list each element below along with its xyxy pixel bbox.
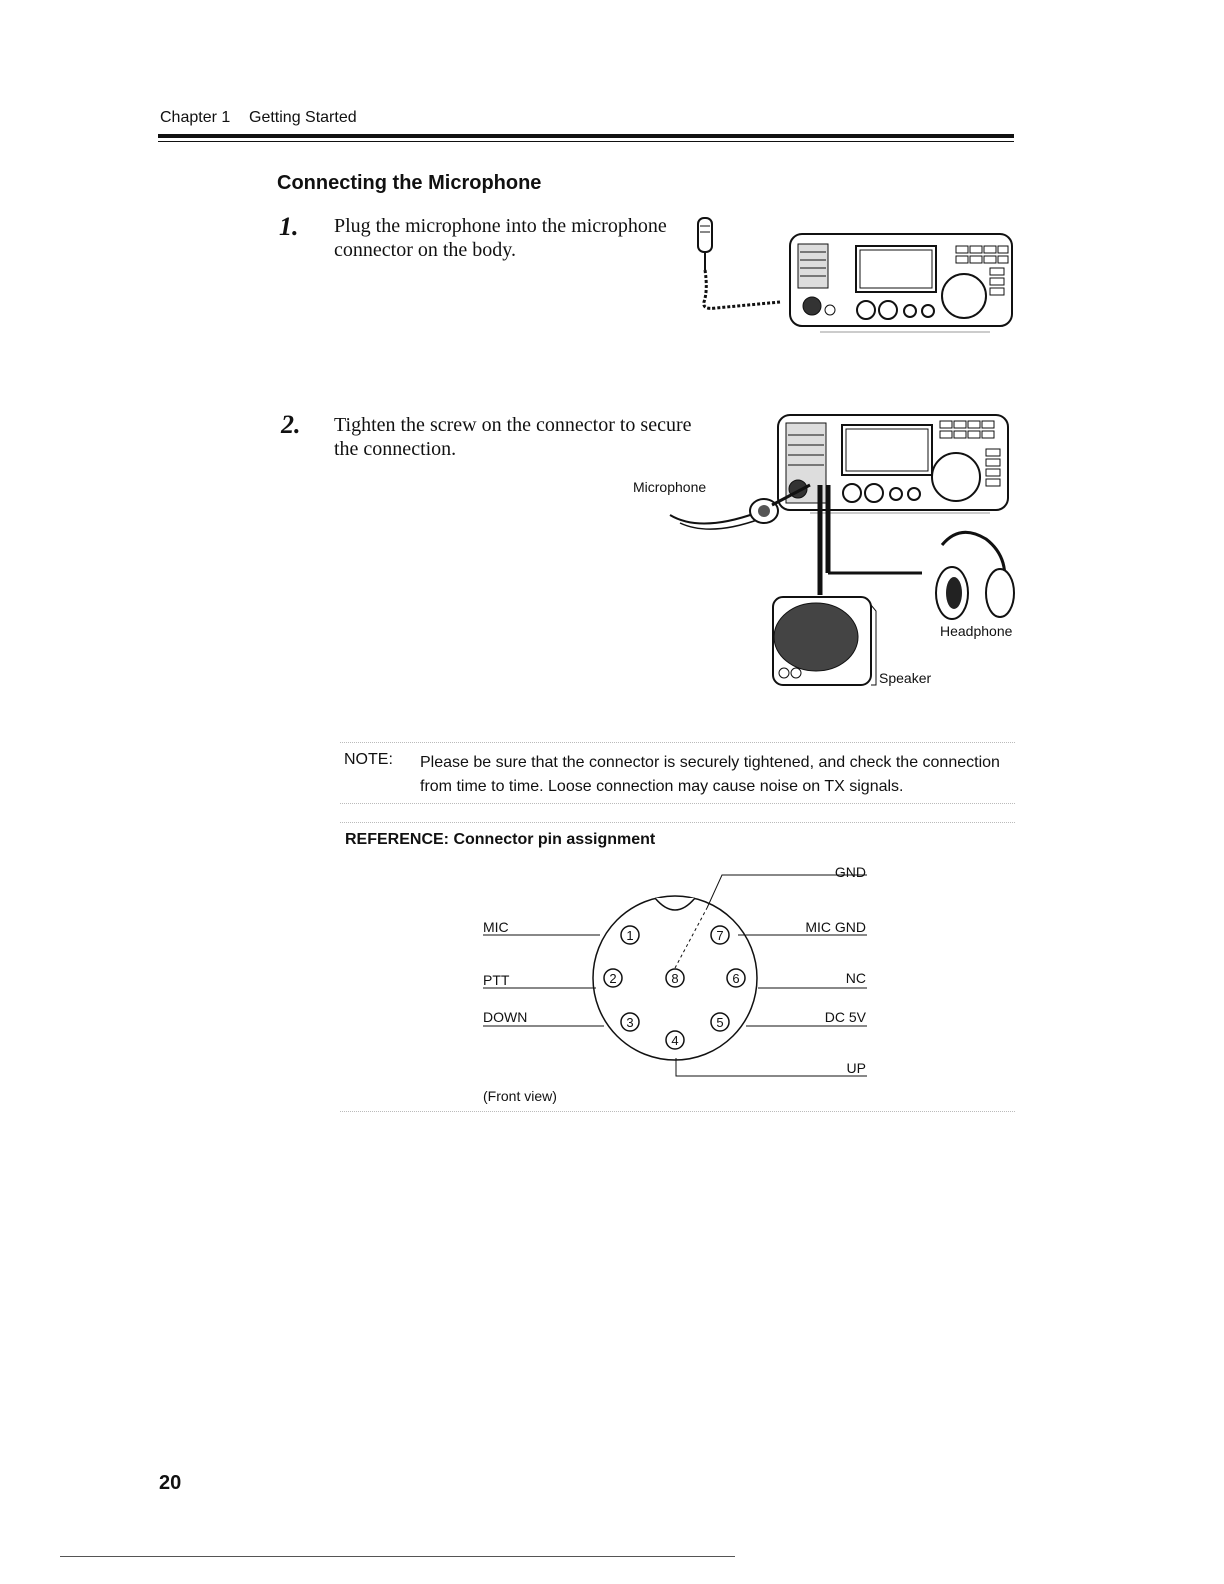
step-1-number: 1. (279, 212, 299, 241)
headphone-label: Headphone (940, 623, 1013, 639)
pin-6 (727, 969, 745, 987)
pin-5 (711, 1013, 729, 1031)
pin-8-number: 8 (671, 971, 679, 986)
speaker-label: Speaker (879, 670, 932, 686)
note-bottom-rule (340, 803, 1015, 804)
pin-1-number: 1 (626, 928, 634, 943)
pin-label-mic-gnd: MIC GND (805, 919, 866, 935)
pin-label-up: UP (846, 1060, 866, 1076)
pin-label-ptt: PTT (483, 972, 510, 988)
reference-title: REFERENCE: Connector pin assignment (345, 831, 656, 848)
pin-label-nc: NC (845, 970, 866, 986)
pin-8 (666, 969, 684, 987)
pin-label-down: DOWN (483, 1009, 528, 1025)
pin-6-number: 6 (732, 971, 740, 986)
pin-4 (666, 1031, 684, 1049)
header-rule-thin (158, 141, 1014, 142)
pin-7 (711, 926, 729, 944)
front-view-caption: (Front view) (483, 1088, 557, 1104)
pin-3 (621, 1013, 639, 1031)
page-number: 20 (159, 1472, 182, 1494)
note-label: NOTE: (344, 751, 393, 768)
note-text: Please be sure that the connector is securely tightened, and check the connection from time to time. Loose connection may cause noise on TX signals. (420, 754, 1000, 795)
pin-label-gnd: GND (834, 864, 866, 880)
radio-microphone-figure (690, 210, 1020, 345)
header-chapter: Chapter 1 (160, 109, 231, 126)
step-2-text: Tighten the screw on the connector to secure the connection. (334, 414, 692, 460)
pin-3-number: 3 (626, 1015, 634, 1030)
note-top-rule (340, 742, 1015, 743)
header-rule (158, 134, 1014, 138)
pin-5-number: 5 (716, 1015, 724, 1030)
bottom-rule (60, 1556, 735, 1557)
pin-4-number: 4 (671, 1033, 679, 1048)
section-title: Connecting the Microphone (277, 172, 542, 194)
radio-connections-figure (660, 405, 1025, 705)
reference-bottom-rule (340, 1111, 1015, 1112)
step-2-number: 2. (281, 410, 301, 439)
reference-top-rule (340, 822, 1015, 823)
pin-7-number: 7 (716, 928, 724, 943)
microphone-label: Microphone (633, 479, 707, 495)
header-section: Getting Started (249, 109, 357, 126)
pin-2-number: 2 (609, 971, 617, 986)
pin-1 (621, 926, 639, 944)
pin-2 (604, 969, 622, 987)
step-1-text: Plug the microphone into the microphone connector on the body. (334, 215, 667, 261)
pin-label-mic: MIC (483, 919, 509, 935)
pin-label-dc5v: DC 5V (824, 1009, 866, 1025)
